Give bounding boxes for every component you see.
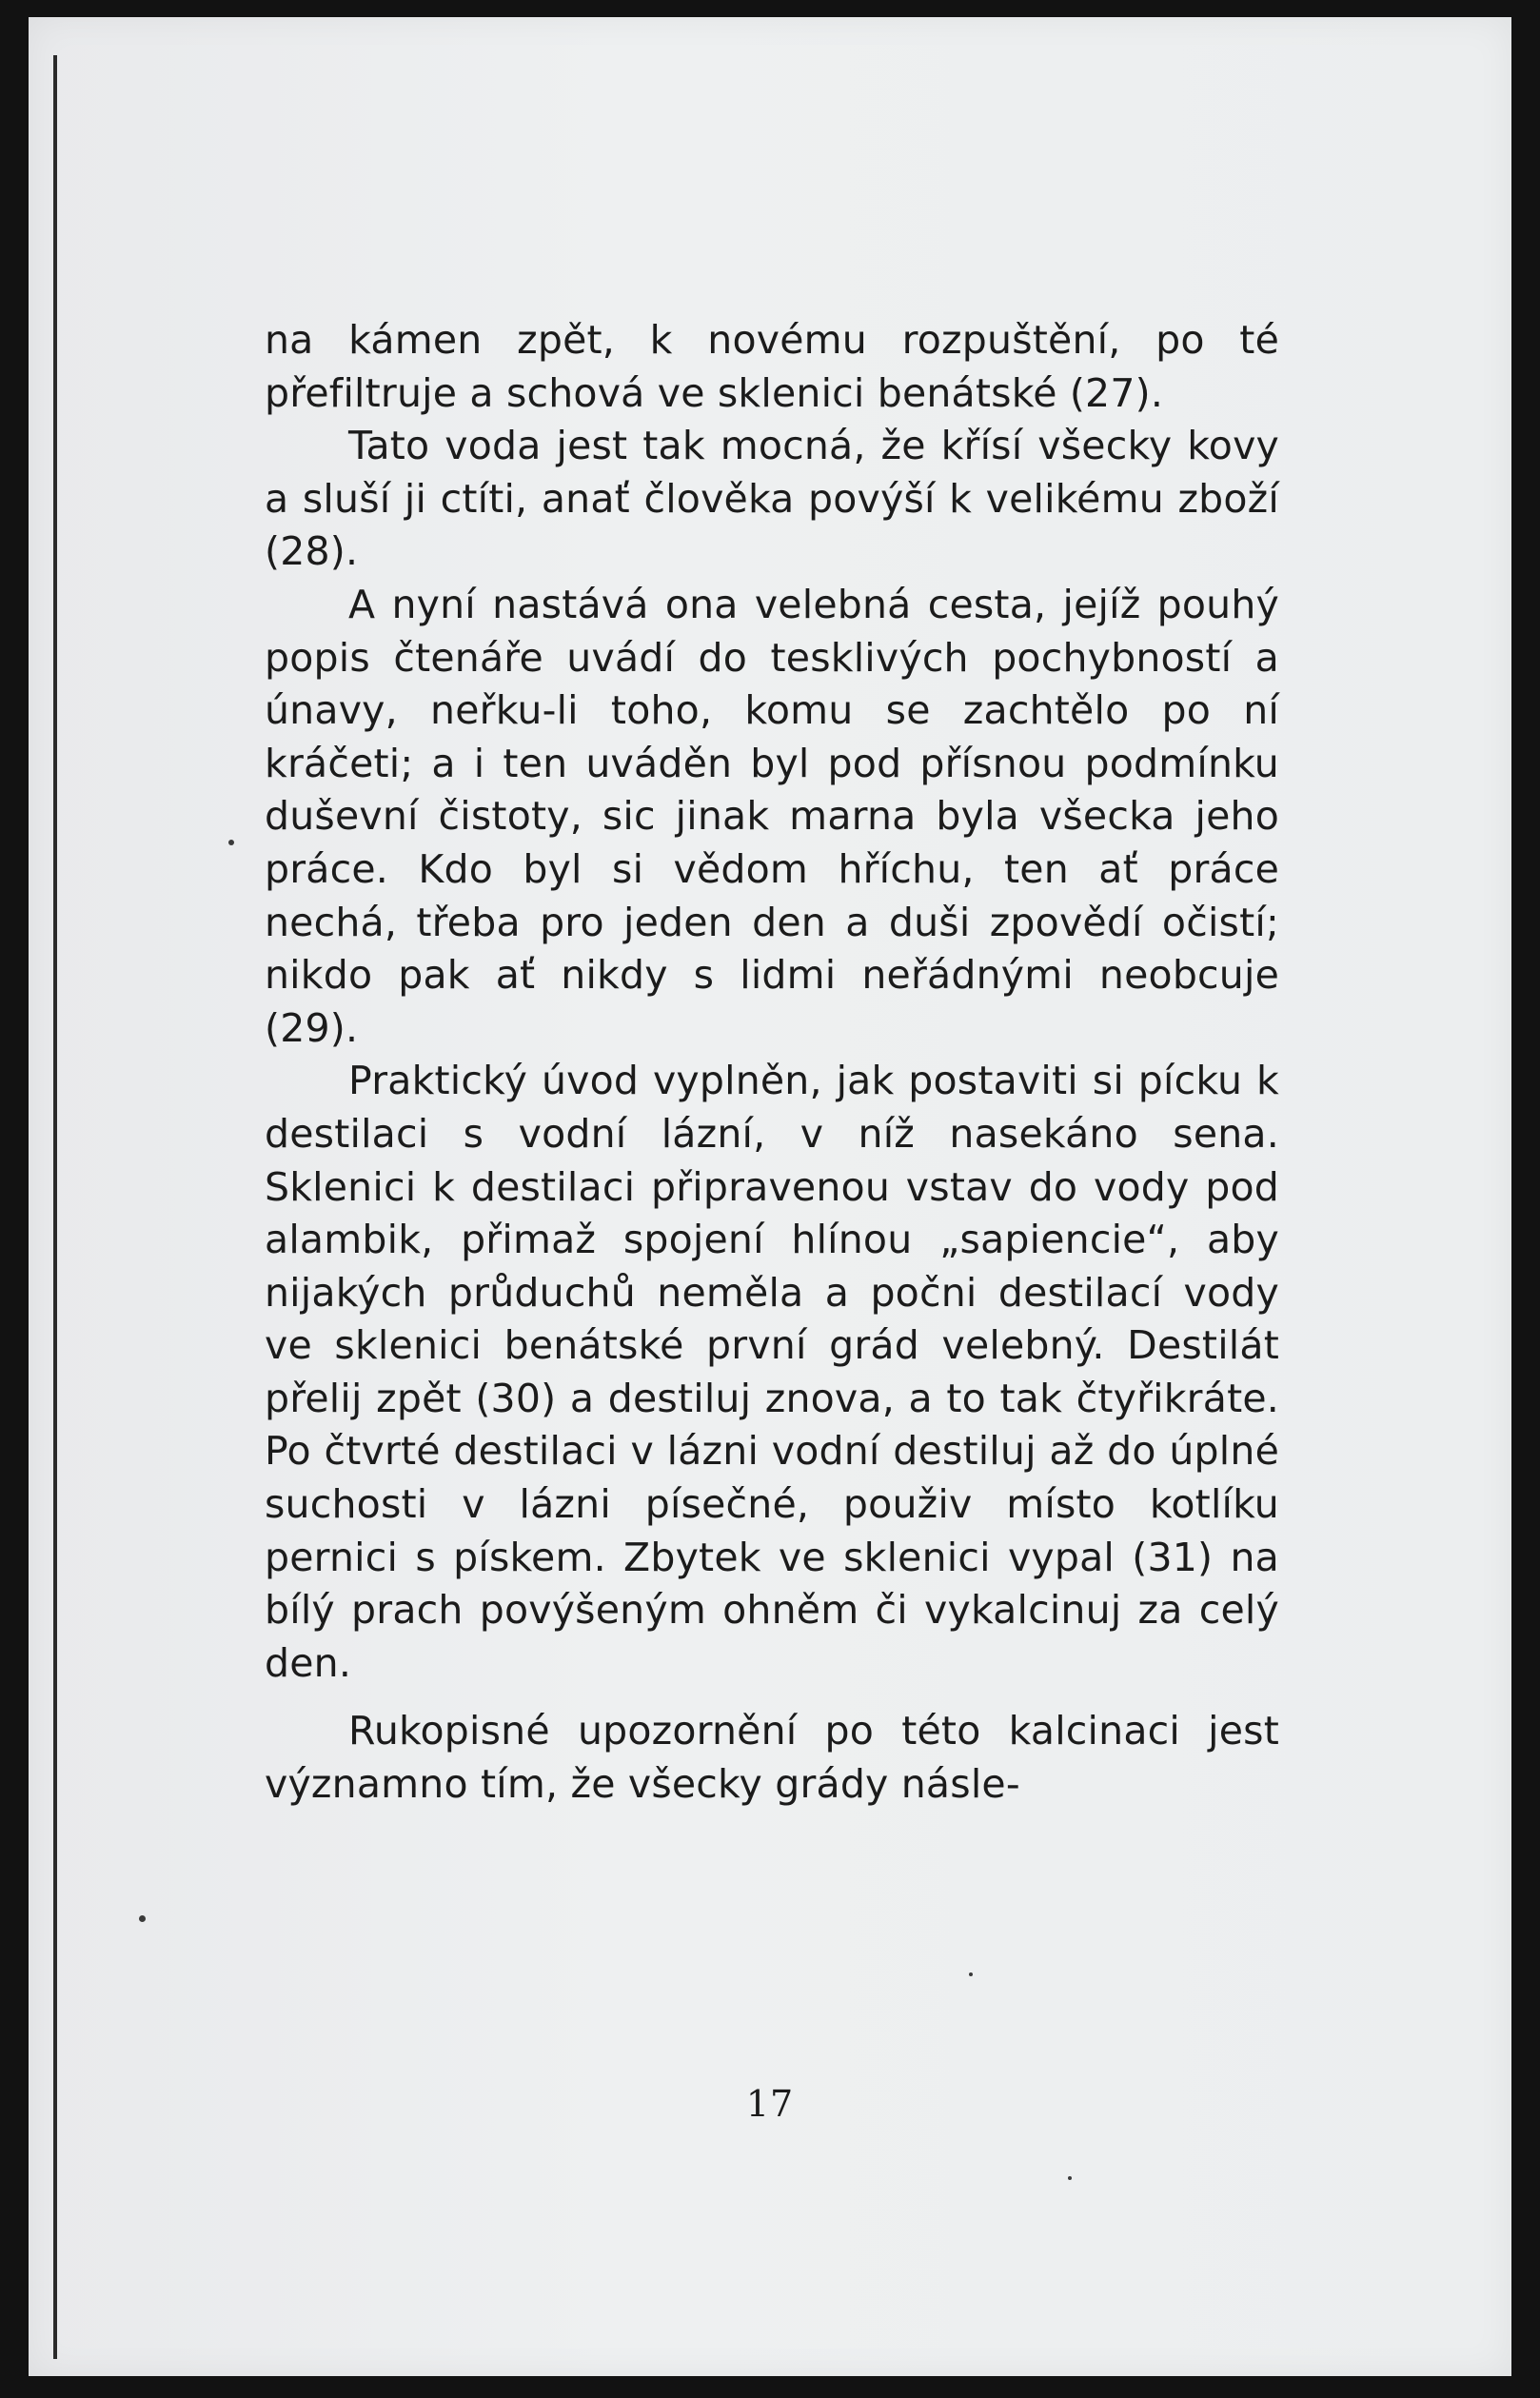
paragraph: A nyní nastává ona velebná cesta, jejíž pouhý popis čtenáře uvádí do tesklivých pochybností a únavy, neřku-li toho, komu se zachtělo po ní kráčeti; a i ten uváděn byl pod přísnou podmínku duševní čistoty, sic jinak marna byla všecka jeho práce. Kdo byl si vědom hříchu, ten ať práce nechá, třeba pro jeden den a duši zpovědí očistí; nikdo pak ať nikdy s lidmi neřádnými neobcuje (29). (265, 581, 1279, 1051)
page-number: 17 (745, 2083, 795, 2125)
paper-speck (1068, 2176, 1072, 2180)
paragraph: Praktický úvod vyplněn, jak postaviti si pícku k destilaci s vodní lázní, v níž nasekáno sena. Sklenici k destilaci připravenou vstav do vody pod alambik, přimaž spojení hlínou „sapiencie“, aby nijakých průduchů neměla a počni destilací vody ve sklenici benátské první grád velebný. Destilát přelij zpět (30) a destiluj znova, a to tak čtyřikráte. Po čtvrté destilaci v lázni vodní destiluj až do úplné suchosti v lázni písečné, použiv místo kotlíku pernici s pískem. Zbytek ve sklenici vypal (31) na bílý prach povýšeným ohněm či vykalcinuj za celý den. (265, 1058, 1279, 1686)
paragraph: Rukopisné upozornění po této kalcinaci jest významno tím, že všecky grády násle- (265, 1708, 1279, 1808)
paper-speck (969, 1972, 973, 1976)
paper-speck (139, 1915, 146, 1922)
paragraph-continuation: na kámen zpět, k novému rozpuštění, po té přefiltruje a schová ve sklenici benátské (27). (265, 317, 1279, 416)
paragraph: Tato voda jest tak mocná, že křísí všecky kovy a sluší ji ctíti, anať člověka povýší k velikému zboží (28). (265, 423, 1279, 575)
paper-speck (228, 840, 234, 845)
body-text (265, 314, 1279, 1812)
page-spine-edge (53, 55, 57, 2359)
